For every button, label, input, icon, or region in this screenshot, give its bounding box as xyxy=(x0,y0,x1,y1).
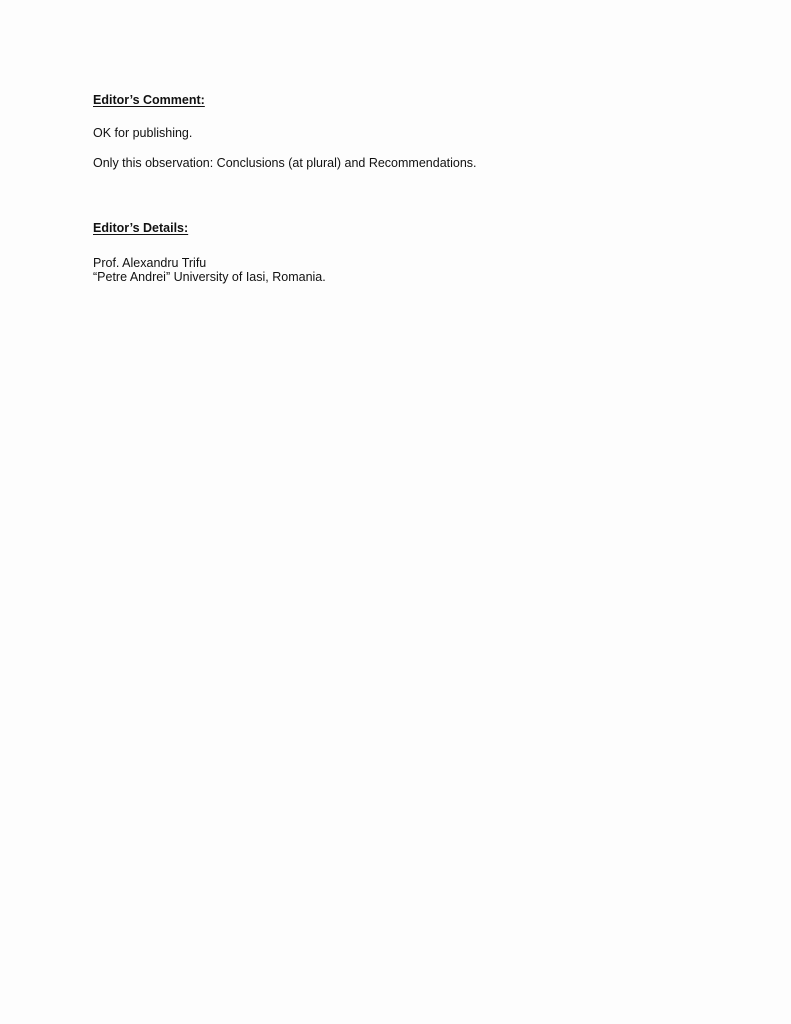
editor-affiliation: “Petre Andrei” University of Iasi, Romania. xyxy=(93,270,326,284)
editor-details-heading: Editor’s Details: xyxy=(93,221,189,235)
comment-observation-text: Only this observation: Conclusions (at plural) and Recommendations. xyxy=(93,156,477,170)
editor-comment-heading: Editor’s Comment: xyxy=(93,93,205,107)
comment-approval-text: OK for publishing. xyxy=(93,126,193,140)
editor-name: Prof. Alexandru Trifu xyxy=(93,256,207,270)
